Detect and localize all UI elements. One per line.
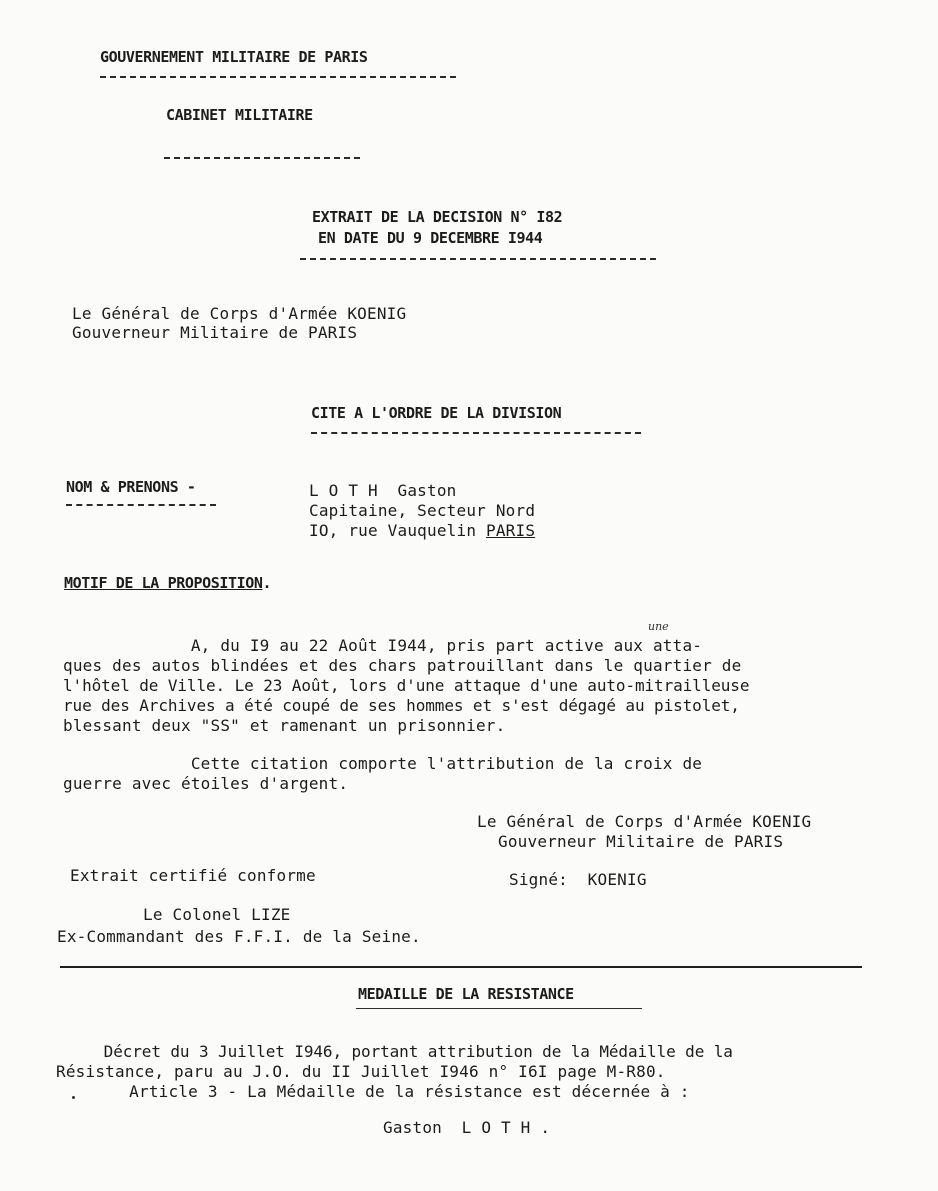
issuer-line2: Gouverneur Militaire de PARIS [72,323,358,342]
signature-line2: Gouverneur Militaire de PARIS [498,832,784,851]
extrait-rule [300,258,656,260]
motif-p1-line3: l'hôtel de Ville. Le 23 Août, lors d'une attaque d'une auto-mitrailleuse [63,676,750,695]
medaille-title: MEDAILLE DE LA RESISTANCE [358,985,574,1003]
motif-p1-line2: ques des autos blindées et des chars patrouillant dans le quartier de [63,656,742,675]
nom-grade: Capitaine, Secteur Nord [309,501,536,520]
extrait-line1: EXTRAIT DE LA DECISION N° I82 [312,208,563,226]
handwritten-insert: une [648,620,669,633]
margin-dot [72,1096,75,1099]
header-gouvernement: GOUVERNEMENT MILITAIRE DE PARIS [100,48,368,66]
certification-colonel: Le Colonel LIZE [143,905,291,924]
motif-p1-line4: rue des Archives a été coupé de ses hommes et s'est dégagé au pistolet, [63,696,740,715]
certification-extrait: Extrait certifié conforme [70,866,316,885]
citation-title: CITE A L'ORDRE DE LA DIVISION [311,404,562,422]
signature-signe: Signé: KOENIG [509,870,647,889]
nom-address-street: IO, rue Vauquelin [309,521,486,540]
medaille-line1: Décret du 3 Juillet I946, portant attribution de la Médaille de la [56,1042,733,1061]
nom-label-rule [66,504,216,506]
header-cabinet-rule [164,157,360,159]
nom-address-city: PARIS [486,521,536,540]
issuer-line1: Le Général de Corps d'Armée KOENIG [72,304,407,323]
medaille-line3: Article 3 - La Médaille de la résistance est décernée à : [80,1082,690,1101]
header-cabinet: CABINET MILITAIRE [166,106,313,124]
signature-line1: Le Général de Corps d'Armée KOENIG [477,812,812,831]
motif-p1-line1: A, du I9 au 22 Août I944, pris part active aux atta- [63,636,703,655]
motif-title-text: MOTIF DE LA PROPOSITION [64,574,263,592]
section-divider [60,966,862,968]
nom-label: NOM & PRENONS - [66,478,196,496]
motif-p1-line5: blessant deux "SS" et ramenant un prisonnier. [63,716,506,735]
certification-commandant: Ex-Commandant des F.F.I. de la Seine. [57,927,421,946]
citation-title-rule [311,432,641,434]
nom-name: L O T H Gaston [309,481,457,500]
motif-p2-line2: guerre avec étoiles d'argent. [63,774,349,793]
nom-address [309,521,535,540]
motif-p2-line1: Cette citation comporte l'attribution de la croix de [63,754,703,773]
extrait-line2: EN DATE DU 9 DECEMBRE I944 [318,229,543,247]
medaille-title-rule [356,1008,642,1009]
medaille-recipient: Gaston L O T H . [383,1118,551,1137]
medaille-line2: Résistance, paru au J.O. du II Juillet I946 n° I6I page M-R80. [56,1062,666,1081]
header-gouvernement-rule [100,76,456,78]
motif-title-period: . [262,574,272,592]
motif-title [64,574,271,593]
